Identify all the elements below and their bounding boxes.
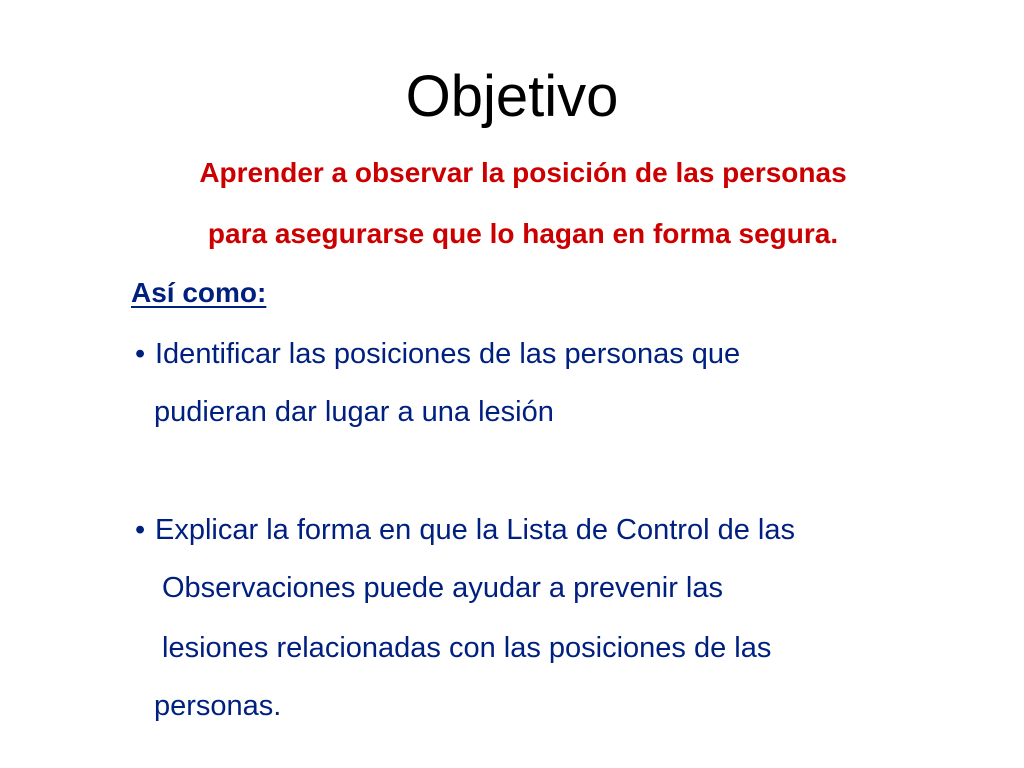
objective-line-2: para asegurarse que lo hagan en forma segura. [207,218,839,249]
bullet-2-line-3: lesiones relacionadas con las posiciones de las [162,632,772,664]
bullet-dot: • [135,338,146,370]
bullet-1-line-2: pudieran dar lugar a una lesión [154,396,554,428]
subheading: Así como: [131,277,267,308]
bullet-2-text-1: Explicar la forma en que la Lista de Control de las [155,514,795,546]
bullet-1-text-1: Identificar las posiciones de las personas que [155,338,741,370]
bullet-dot: • [135,514,146,546]
bullet-2-line-4: personas. [154,690,282,722]
bullet-2-line-2: Observaciones puede ayudar a prevenir las [162,572,723,604]
slide-title: Objetivo [405,64,619,129]
bullet-1-line-1 [135,336,740,372]
bullet-2-line-1 [135,512,795,548]
objective-line-1: Aprender a observar la posición de las personas [199,157,847,188]
